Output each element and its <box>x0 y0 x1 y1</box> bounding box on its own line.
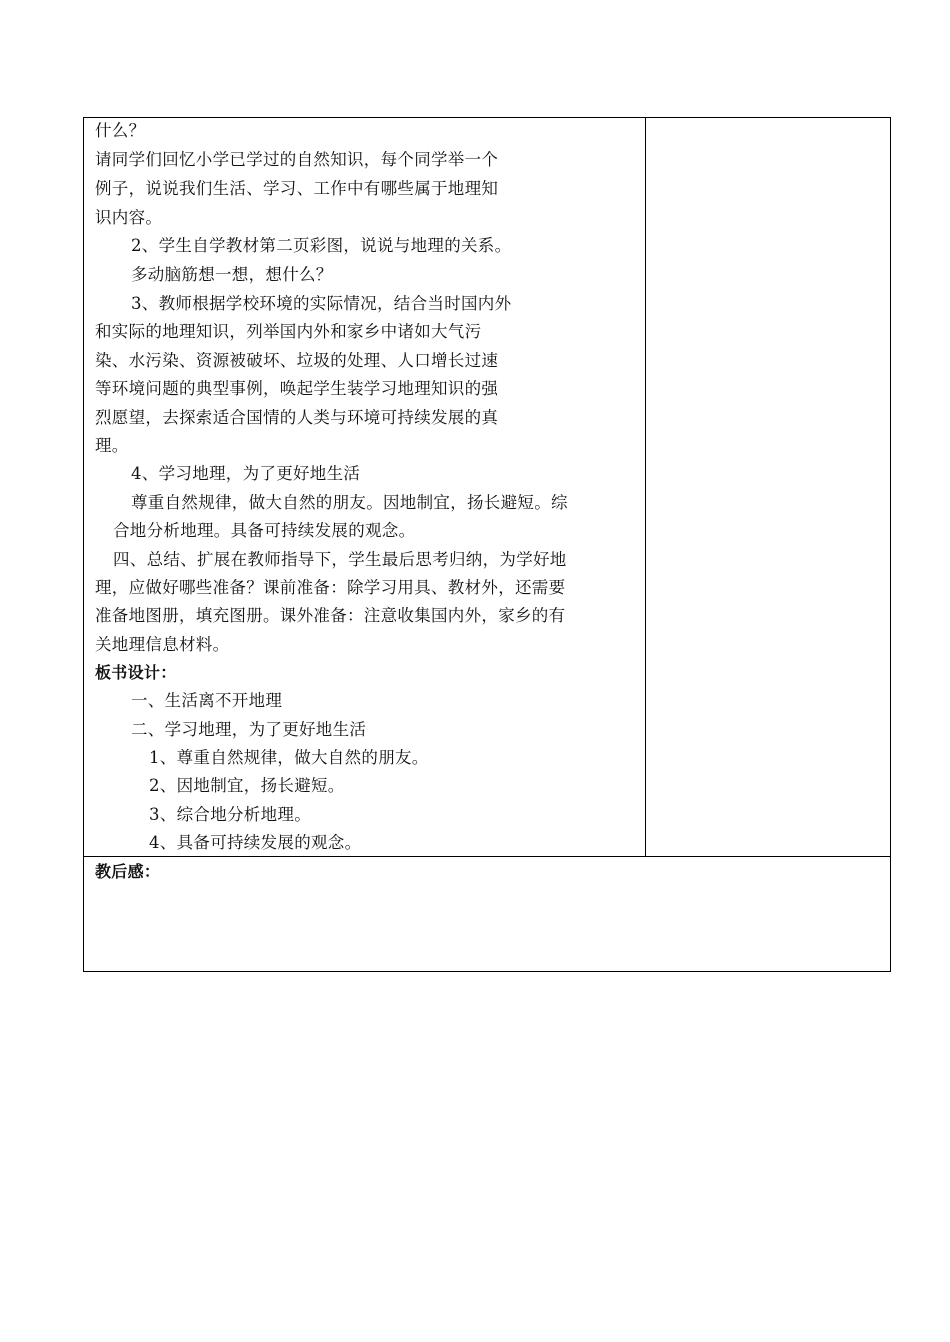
text-line: 染、水污染、资源被破坏、垃圾的处理、人口增长过速 <box>95 351 499 370</box>
text-line: 四、总结、扩展在教师指导下，学生最后思考归纳，为学好地 <box>113 550 567 569</box>
text-line: 尊重自然规律，做大自然的朋友。因地制宜，扬长避短。综 <box>131 493 568 512</box>
text-line: 理，应做好哪些准备？课前准备：除学习用具、教材外，还需要 <box>95 578 566 597</box>
text-line: 4、学习地理，为了更好地生活 <box>131 464 361 483</box>
text-line: 请同学们回忆小学已学过的自然知识，每个同学举一个 <box>95 150 499 169</box>
text-line: 烈愿望，去探索适合国情的人类与环境可持续发展的真 <box>95 408 499 427</box>
board-line: 2、因地制宜，扬长避短。 <box>149 776 345 795</box>
text-line: 理。 <box>95 436 129 455</box>
board-line: 一、生活离不开地理 <box>131 691 283 710</box>
board-line: 4、具备可持续发展的观念。 <box>149 833 362 852</box>
text-line: 合地分析地理。具备可持续发展的观念。 <box>113 521 416 540</box>
text-line: 识内容。 <box>95 208 163 227</box>
text-line: 多动脑筋想一想，想什么？ <box>131 265 333 284</box>
text-line: 什么？ <box>95 121 146 140</box>
text-line: 2、学生自学教材第二页彩图，说说与地理的关系。 <box>131 236 512 255</box>
text-line: 等环境问题的典型事例，唤起学生装学习地理知识的强 <box>95 379 499 398</box>
text-line: 例子，说说我们生活、学习、工作中有哪些属于地理知 <box>95 179 499 198</box>
board-line: 二、学习地理，为了更好地生活 <box>131 720 367 739</box>
text-line: 关地理信息材料。 <box>95 635 230 654</box>
board-line: 3、综合地分析地理。 <box>149 805 311 824</box>
text-line: 3、教师根据学校环境的实际情况，结合当时国内外 <box>131 294 512 313</box>
reflection-heading: 教后感： <box>95 862 161 881</box>
row-divider <box>83 856 891 857</box>
board-design-heading: 板书设计： <box>95 663 177 682</box>
column-divider <box>645 117 646 857</box>
board-line: 1、尊重自然规律，做大自然的朋友。 <box>149 748 429 767</box>
text-line: 和实际的地理知识，列举国内外和家乡中诸如大气污 <box>95 322 482 341</box>
text-line: 准备地图册，填充图册。课外准备：注意收集国内外，家乡的有 <box>95 606 566 625</box>
